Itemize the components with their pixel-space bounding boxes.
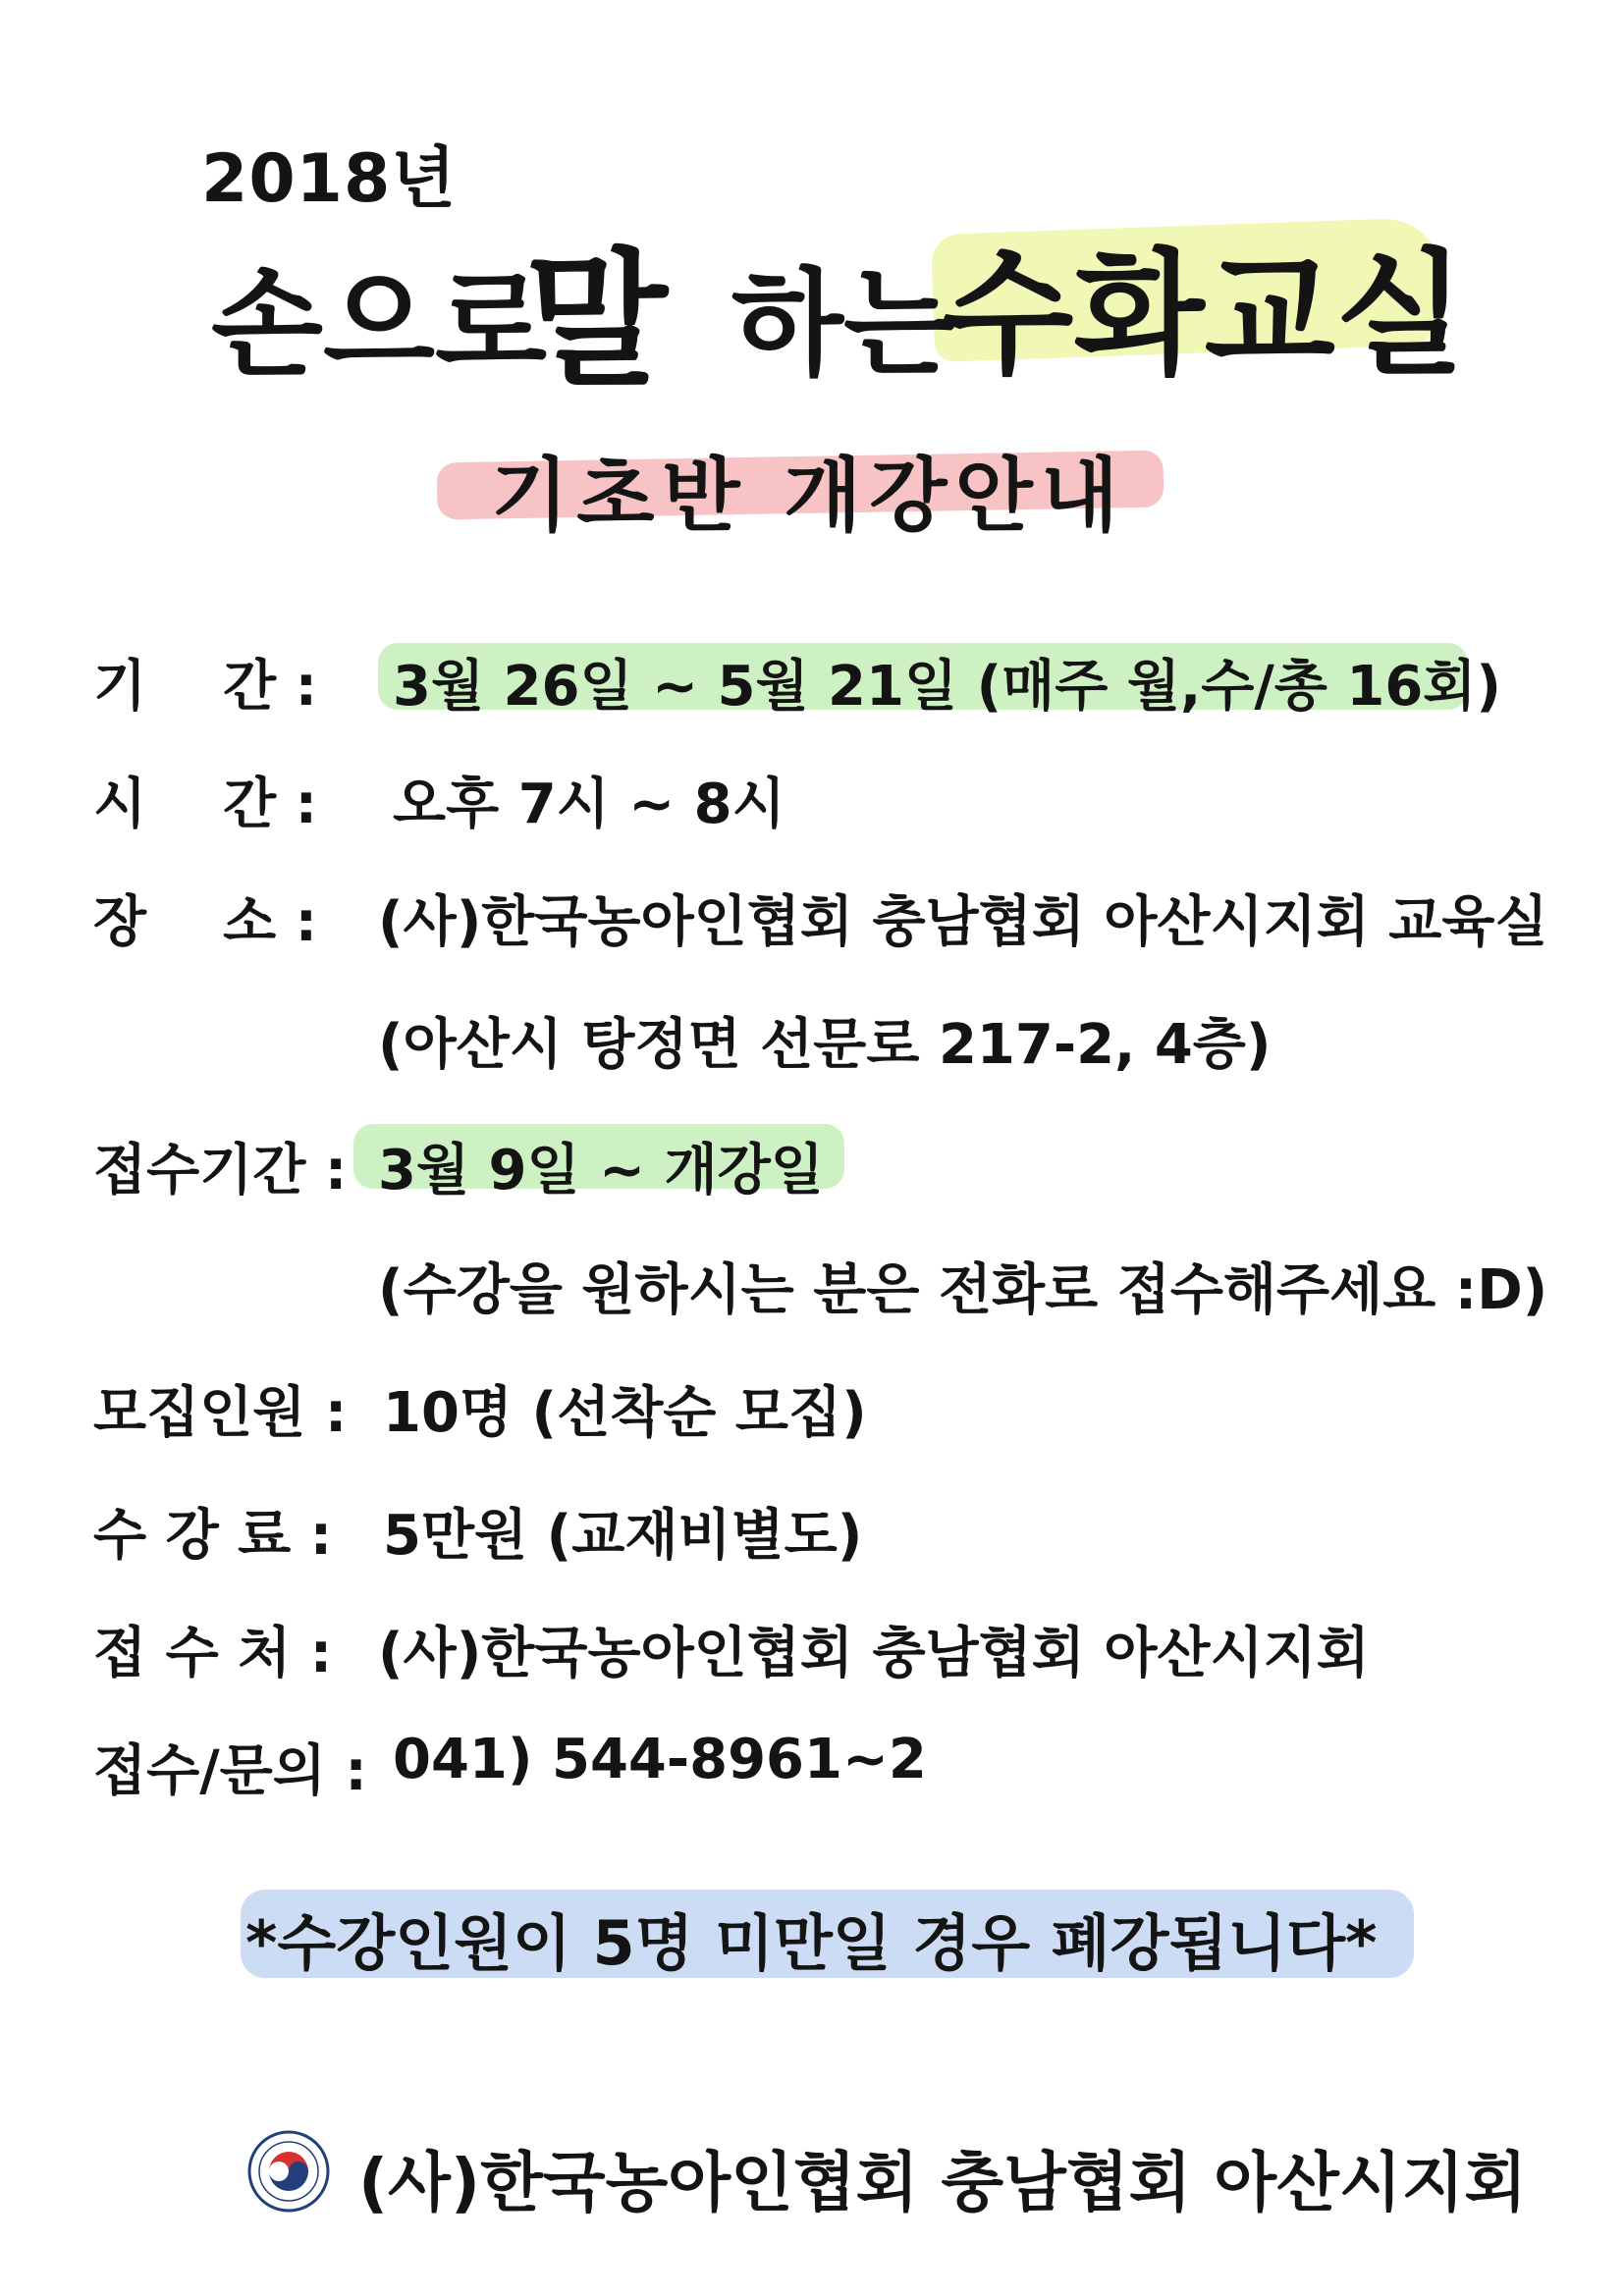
period-value: 3월 26일 ~ 5월 21일 (매주 월,수/총 16회) bbox=[393, 655, 1501, 719]
office-value: (사)한국농아인협회 충남협회 아산시지회 bbox=[378, 1622, 1370, 1685]
time-label: 시 간 : bbox=[93, 773, 318, 836]
office-label: 접 수 처 : bbox=[93, 1622, 333, 1685]
footer-organization: (사)한국농아인협회 충남협회 아산시지회 bbox=[358, 2145, 1528, 2220]
reg-note: (수강을 원하시는 분은 전화로 접수해주세요 :D) bbox=[378, 1258, 1548, 1322]
closure-notice: *수강인원이 5명 미만일 경우 폐강됩니다* bbox=[245, 1907, 1378, 1979]
fee-label: 수 강 료 : bbox=[93, 1504, 333, 1568]
reg-period-value: 3월 9일 ~ 개강일 bbox=[378, 1139, 824, 1202]
title-part-4: 수화교실 bbox=[943, 236, 1467, 394]
title-part-2: 말 bbox=[525, 236, 668, 406]
title-part-1: 손으로 bbox=[211, 256, 547, 392]
place-address: (아산시 탕정면 선문로 217-2, 4층) bbox=[378, 1013, 1272, 1077]
contact-value: 041) 544-8961~2 bbox=[393, 1728, 927, 1791]
title-part-3: 하는 bbox=[731, 256, 955, 392]
page-subtitle: 기초반 개강안내 bbox=[491, 450, 1127, 543]
page-title bbox=[211, 201, 1488, 406]
reg-period-label: 접수기간 : bbox=[93, 1139, 348, 1202]
period-label: 기 간 : bbox=[93, 655, 318, 719]
recruit-value: 10명 (선착순 모집) bbox=[383, 1381, 867, 1445]
place-label: 장 소 : bbox=[93, 890, 318, 954]
time-value: 오후 7시 ~ 8시 bbox=[393, 773, 785, 836]
recruit-label: 모집인원 : bbox=[93, 1381, 348, 1445]
year-label: 2018년 bbox=[201, 140, 457, 218]
fee-value: 5만원 (교재비별도) bbox=[383, 1504, 863, 1568]
contact-label: 접수/문의 : bbox=[93, 1739, 367, 1803]
association-seal-icon bbox=[247, 2130, 330, 2213]
place-value: (사)한국농아인협회 충남협회 아산시지회 교육실 bbox=[378, 890, 1548, 954]
